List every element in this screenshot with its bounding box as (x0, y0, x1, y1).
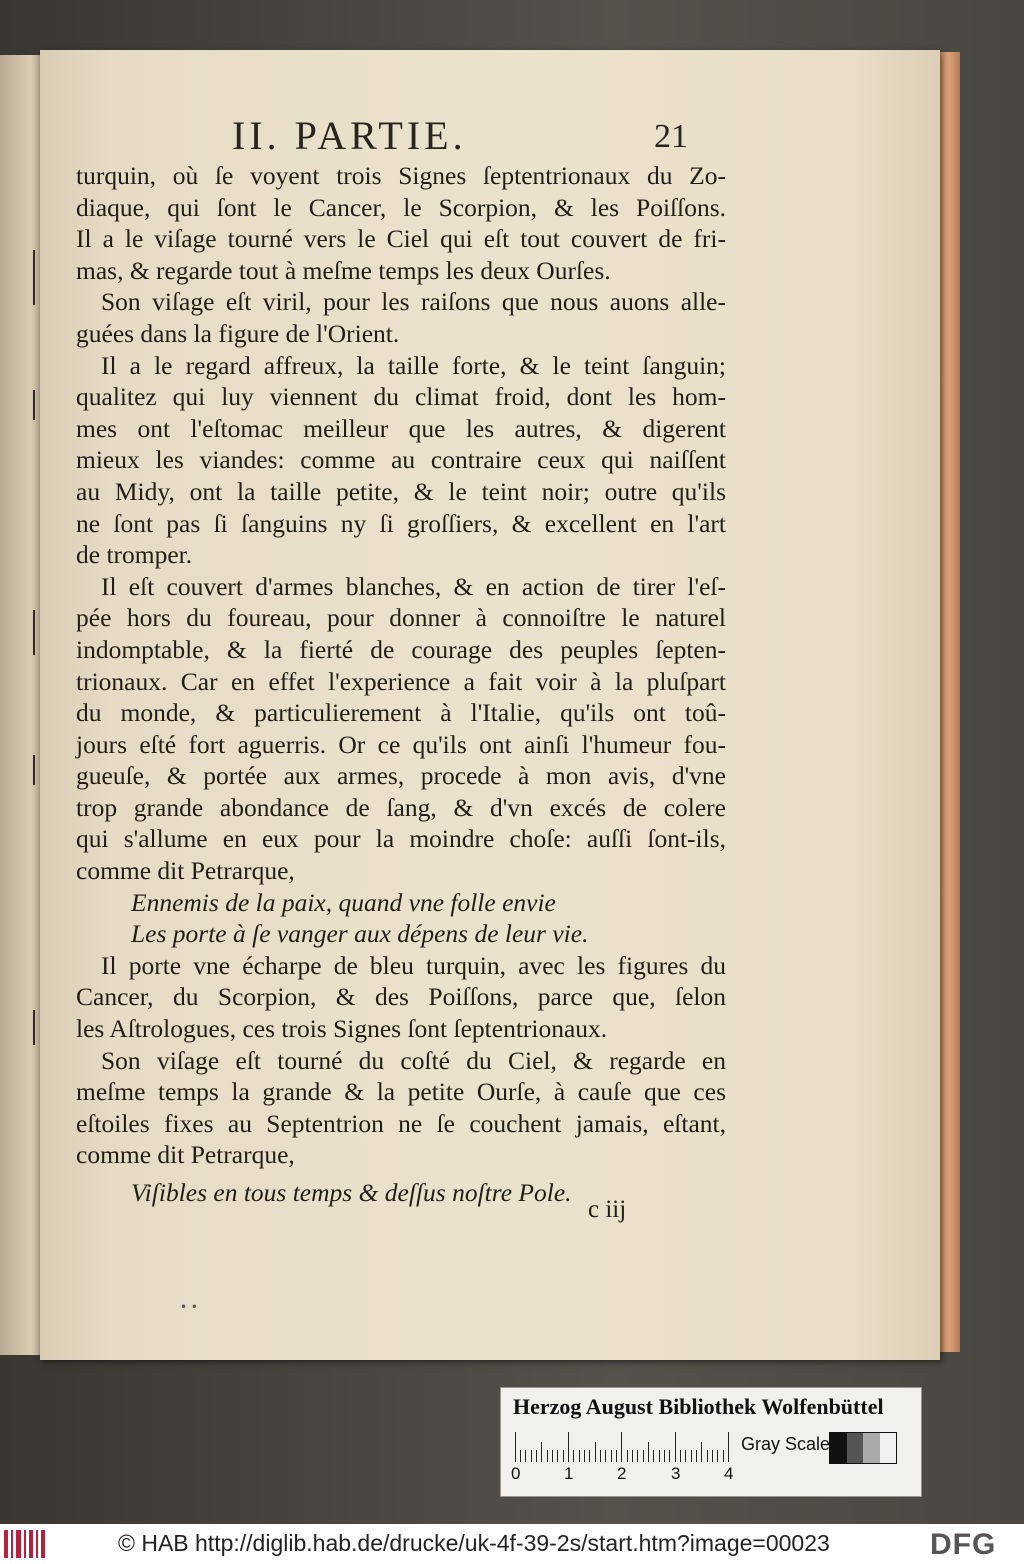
text-line: ne ſont pas ſi ſanguins ny ſi groſſiers, & excellent en l'art (76, 508, 726, 538)
gray-scale-label: Gray Scale (741, 1434, 831, 1454)
page-fore-edge (938, 52, 960, 1352)
gray-swatch (847, 1433, 864, 1463)
text-line: indomptable, & la fierté de courage des peuples ſepten- (76, 634, 726, 664)
signature-mark: c iij (588, 1196, 627, 1223)
text-line: trionaux. Car en effet l'experience a fait voir à la pluſpart (76, 666, 726, 696)
verse-line: Ennemis de la paix, quand vne folle envie (131, 887, 556, 917)
footer-bar (0, 1524, 1024, 1564)
ruler-number: 4 (724, 1464, 734, 1483)
text-line: comme dit Petrarque, (76, 856, 295, 886)
text-line: comme dit Petrarque, (76, 1140, 295, 1170)
text-line: Il eſt couvert d'armes blanches, & en action de tirer l'eſ- (101, 571, 726, 601)
text-line: les Aſtrologues, ces trois Signes ſont ſeptentrionaux. (76, 1014, 608, 1044)
gray-swatch (830, 1433, 847, 1463)
gray-swatch (880, 1433, 897, 1463)
text-line: meſme temps la grande & la petite Ourſe, à cauſe que ces (76, 1077, 726, 1107)
running-head: II. PARTIE. (232, 113, 467, 158)
gray-swatch (863, 1433, 880, 1463)
ink-dots (180, 1300, 200, 1306)
ruler-number: 0 (511, 1464, 521, 1483)
text-line: trop grande abondance de ſang, & d'vn excés de colere (76, 792, 726, 822)
library-name: Herzog August Bibliothek Wolfenbüttel (513, 1394, 884, 1419)
text-line: eſtoiles fixes au Septentrion ne ſe couchent jamais, eſtant, (76, 1108, 726, 1138)
text-line: turquin, où ſe voyent trois Signes ſeptentrionaux du Zo- (76, 161, 726, 190)
text-line: mas, & regarde tout à meſme temps les deux Ourſes. (76, 255, 611, 285)
text-line: mes ont l'eſtomac meilleur que les autres, & digerent (76, 413, 726, 443)
verse-line: Viſibles en tous temps & deſſus noſtre Pole. (131, 1178, 572, 1207)
ruler-number: 3 (671, 1464, 681, 1483)
text-line: Son viſage eſt tourné du coſté du Ciel, & regarde en (101, 1045, 726, 1075)
text-line: Cancer, du Scorpion, & des Poiſſons, parce que, ſelon (76, 982, 726, 1012)
text-line: Il a le regard affreux, la taille forte, & le teint ſanguin; (101, 350, 726, 380)
dfg-logo: DFG (930, 1528, 997, 1561)
text-line: diaque, qui ſont le Cancer, le Scorpion, & les Poiſſons. (76, 192, 726, 222)
ruler (515, 1430, 730, 1462)
margin-marks (33, 250, 39, 1050)
text-line: du monde, & particulierement à l'Italie, qu'ils ont toû- (76, 698, 726, 728)
text-line: mieux les viandes: comme au contraire ceux qui naiſſent (76, 445, 726, 475)
ruler-number: 2 (617, 1464, 627, 1483)
text-line: Il porte vne écharpe de bleu turquin, avec les figures du (101, 950, 726, 980)
text-line: gueuſe, & portée aux armes, procede à mon avis, d'vne (76, 761, 726, 791)
gray-scale-swatches (829, 1432, 897, 1464)
body-text (76, 160, 726, 1209)
footer-url-text: © HAB http://diglib.hab.de/drucke/uk-4f-39-2s/start.htm?image=00023 (118, 1530, 830, 1556)
text-line: pée hors du foureau, pour donner à connoiſtre le naturel (76, 603, 726, 633)
ruler-number: 1 (564, 1464, 574, 1483)
text-line: au Midy, ont la taille petite, & le teint noir; outre qu'ils (76, 476, 726, 506)
verse-line: Les porte à ſe vanger aux dépens de leur vie. (131, 919, 589, 949)
page-number: 21 (654, 118, 688, 155)
text-line: jours eſté fort aguerris. Or ce qu'ils ont ainſi l'humeur fou- (76, 729, 726, 759)
text-line: guées dans la figure de l'Orient. (76, 318, 400, 348)
text-line: Il a le viſage tourné vers le Ciel qui eſt tout couvert de fri- (76, 224, 726, 254)
text-line: qui s'allume en eux pour la moindre choſe: auſſi ſont-ils, (76, 824, 726, 854)
hab-logo-icon (4, 1530, 46, 1558)
text-line: qualitez qui luy viennent du climat froid, dont les hom- (76, 382, 726, 412)
ruler-numbers (511, 1464, 741, 1488)
text-line: de tromper. (76, 540, 193, 570)
text-line: Son viſage eſt viril, pour les raiſons que nous auons alle- (101, 287, 726, 317)
color-calibration-card (500, 1387, 922, 1497)
